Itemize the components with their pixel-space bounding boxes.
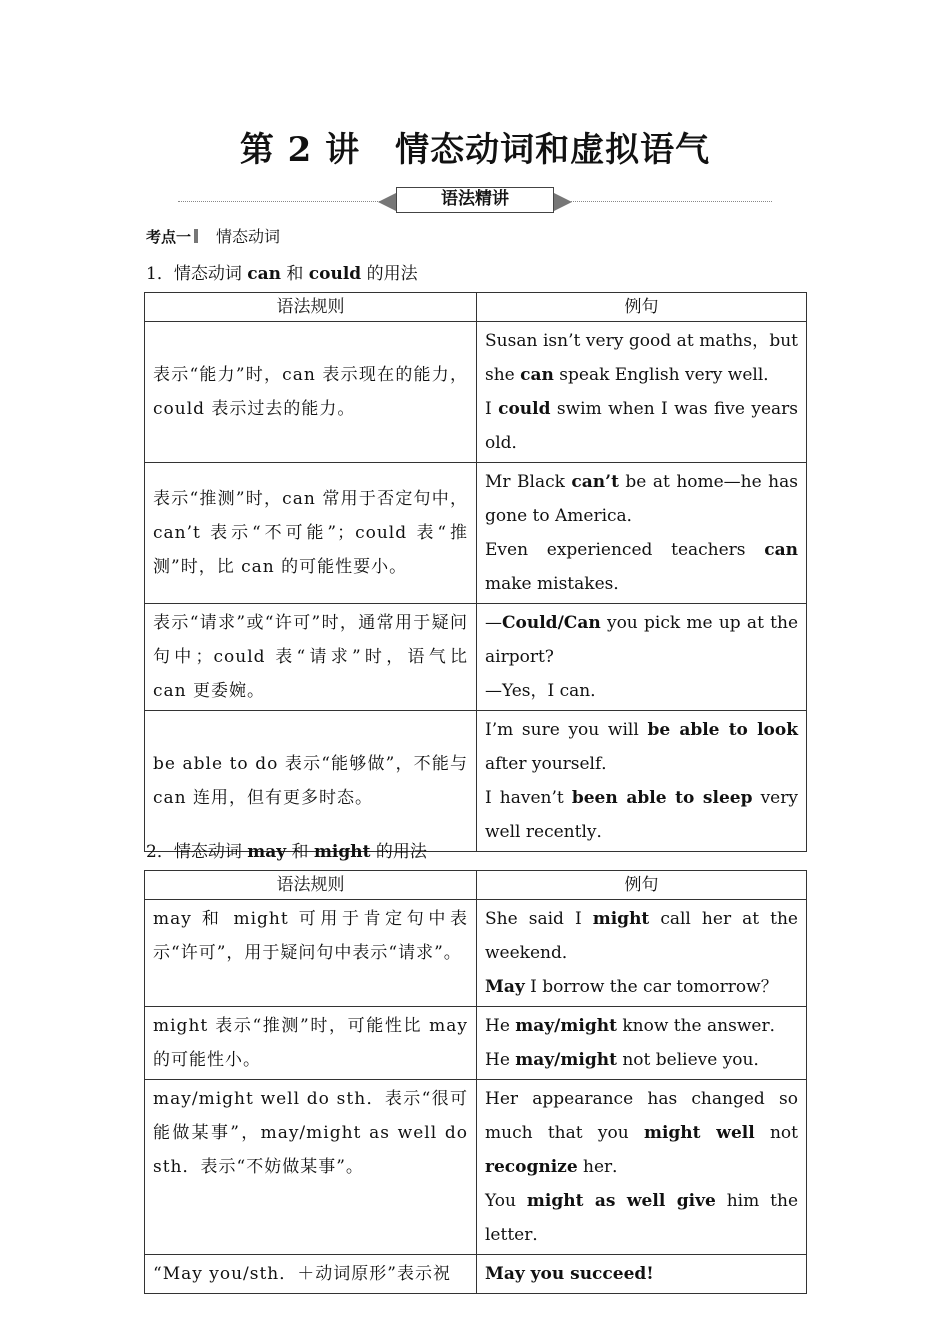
key-phrase: could bbox=[498, 399, 551, 419]
example-sentence: Susan isn’t very good at maths，but she can speak English very well． bbox=[485, 331, 798, 385]
key-phrase: can bbox=[764, 540, 798, 560]
example-cell bbox=[477, 900, 807, 1007]
key-phrase: might well bbox=[643, 1123, 755, 1143]
rule-cell: 表示“能力”时，can 表示现在的能力，could 表示过去的能力。 bbox=[145, 322, 477, 463]
table-row bbox=[145, 711, 807, 852]
example-sentence: May I borrow the car tomorrow？ bbox=[485, 977, 778, 997]
example-sentence: He may/might not believe you． bbox=[485, 1050, 771, 1070]
key-phrase: may/might bbox=[515, 1050, 617, 1070]
example-sentence: Mr Black can’t be at home—he has gone to America． bbox=[485, 472, 798, 526]
section-heading-1: 1．情态动词 can 和 could 的用法 bbox=[146, 264, 418, 284]
rule-cell: might 表示“推测”时，可能性比 may 的可能性小。 bbox=[145, 1007, 477, 1080]
key-phrase: might bbox=[592, 909, 650, 929]
tag-bar-icon bbox=[194, 229, 198, 243]
key-phrase: Could/Can bbox=[502, 613, 601, 633]
example-cell bbox=[477, 1255, 807, 1294]
example-sentence: I’m sure you will be able to look after yourself． bbox=[485, 720, 798, 774]
triangle-right-icon bbox=[554, 193, 572, 211]
key-phrase: may/might bbox=[515, 1016, 617, 1036]
example-sentence: You might as well give him the letter． bbox=[485, 1191, 799, 1245]
example-sentence bbox=[485, 1257, 798, 1291]
example-cell bbox=[477, 1080, 807, 1255]
table-row bbox=[145, 463, 807, 604]
example-sentence: Her appearance has changed so much that you might well not recognize her． bbox=[485, 1089, 798, 1177]
key-phrase: May you succeed! bbox=[485, 1264, 654, 1284]
topic-tag: 考点一 bbox=[146, 228, 192, 246]
key-phrase: recognize bbox=[485, 1157, 578, 1177]
divider-right bbox=[562, 201, 772, 202]
topic-label: 情态动词 bbox=[216, 227, 281, 246]
rule-cell: may/might well do sth．表示“很可能做某事”，may/might as well do sth．表示“不妨做某事”。 bbox=[145, 1080, 477, 1255]
table-row bbox=[145, 1080, 807, 1255]
rule-cell: may 和 might 可用于肯定句中表示“许可”，用于疑问句中表示“请求”。 bbox=[145, 900, 477, 1007]
example-sentence: He may/might know the answer． bbox=[485, 1016, 787, 1036]
usage-table-can-could bbox=[144, 292, 807, 852]
key-phrase: been able to sleep bbox=[571, 788, 753, 808]
key-phrase: can bbox=[520, 365, 554, 385]
table-row bbox=[145, 1007, 807, 1080]
key-phrase: can’t bbox=[571, 472, 619, 492]
table-row bbox=[145, 900, 807, 1007]
header-example: 例句 bbox=[477, 293, 807, 322]
rule-cell: “May you/sth．＋动词原形”表示祝 bbox=[145, 1255, 477, 1294]
rule-cell: 表示“请求”或“许可”时，通常用于疑问句中；could 表“请求”时，语气比 can 更委婉。 bbox=[145, 604, 477, 711]
example-cell bbox=[477, 322, 807, 463]
example-sentence: Even experienced teachers can make mistakes． bbox=[485, 540, 798, 594]
example-sentence: I haven’t been able to sleep very well recently． bbox=[485, 788, 798, 842]
rule-cell: 表示“推测”时，can 常用于否定句中，can’t 表示“不可能”；could 表“推测”时，比 can 的可能性要小。 bbox=[145, 463, 477, 604]
triangle-left-icon bbox=[378, 193, 396, 211]
example-sentence: I could swim when I was five years old． bbox=[485, 399, 798, 453]
divider-left bbox=[178, 201, 388, 202]
key-phrase: be able to look bbox=[647, 720, 798, 740]
example-cell bbox=[477, 711, 807, 852]
key-phrase: might as well give bbox=[526, 1191, 716, 1211]
table-row bbox=[145, 322, 807, 463]
table-row bbox=[145, 1255, 807, 1294]
example-cell bbox=[477, 1007, 807, 1080]
example-cell bbox=[477, 463, 807, 604]
table-header-row bbox=[145, 871, 807, 900]
rule-cell: be able to do 表示“能够做”，不能与 can 连用，但有更多时态。 bbox=[145, 711, 477, 852]
header-rule: 语法规则 bbox=[145, 293, 477, 322]
example-cell bbox=[477, 604, 807, 711]
header-example: 例句 bbox=[477, 871, 807, 900]
page-title: 第 2 讲 情态动词和虚拟语气 bbox=[239, 130, 711, 170]
banner-label: 语法精讲 bbox=[396, 187, 554, 213]
example-sentence: She said I might call her at the weekend． bbox=[485, 909, 798, 963]
section-heading-2: 2．情态动词 may 和 might 的用法 bbox=[146, 842, 427, 862]
section-banner bbox=[178, 186, 772, 216]
table-header-row bbox=[145, 293, 807, 322]
usage-table-may-might bbox=[144, 870, 807, 1294]
table-row bbox=[145, 604, 807, 711]
example-sentence: —Could/Can you pick me up at the airport? bbox=[485, 613, 798, 667]
key-phrase: May bbox=[485, 977, 525, 997]
example-sentence: —Yes，I can． bbox=[485, 681, 608, 701]
header-rule: 语法规则 bbox=[145, 871, 477, 900]
topic-heading bbox=[146, 224, 280, 247]
